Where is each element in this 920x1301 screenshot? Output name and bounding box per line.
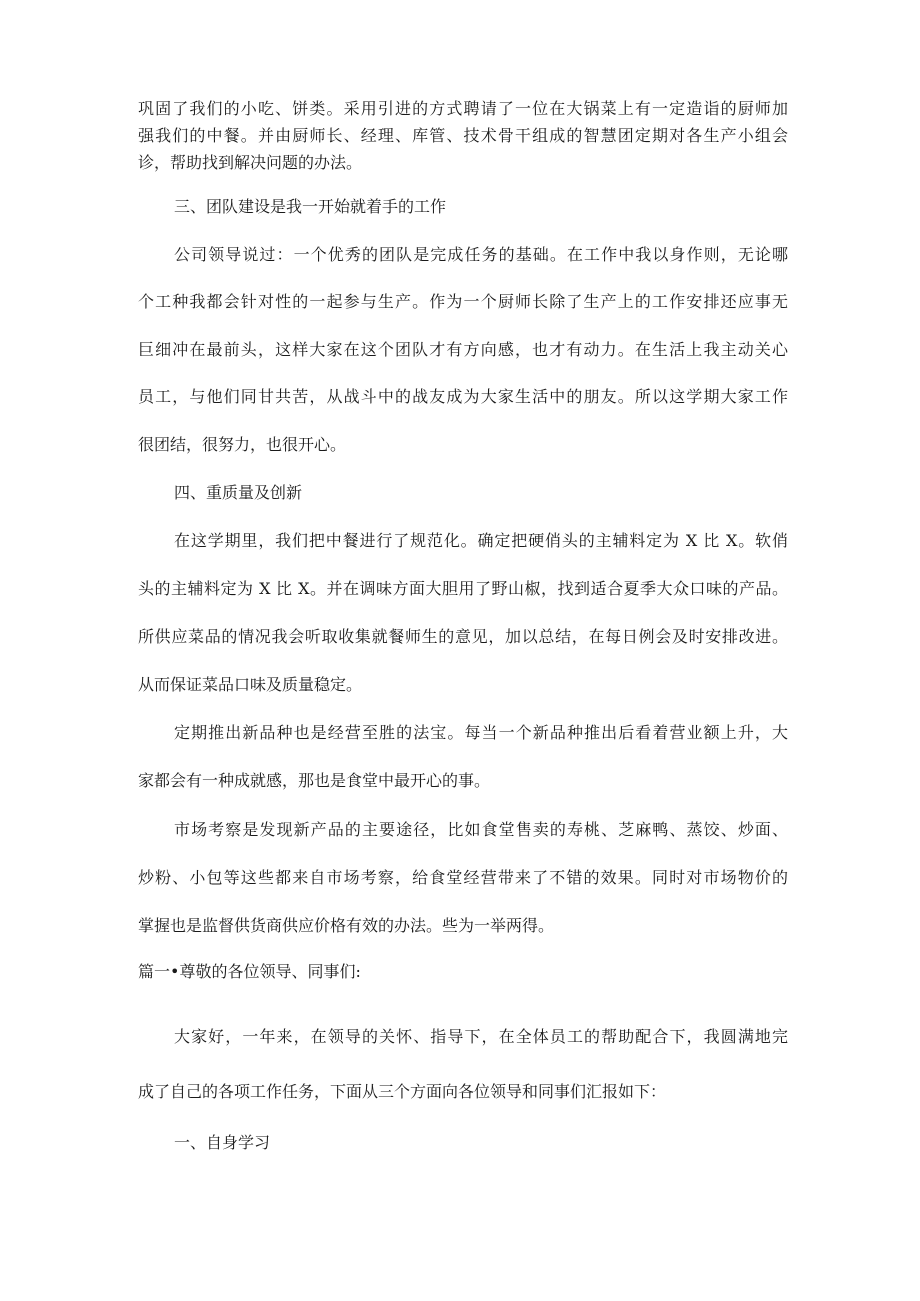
paragraph-line: 头的主辅料定为 X 比 X。并在调味方面大胆用了野山椒，找到适合夏季大众口味的产品。	[138, 579, 788, 598]
paragraph-line: 很团结，很努力，也很开心。	[138, 435, 347, 454]
section-heading-1: 一、自身学习	[174, 1133, 271, 1152]
section-heading-4: 四、重质量及创新	[174, 483, 303, 502]
part-one-salutation: 篇一•尊敬的各位领导、同事们:	[138, 962, 361, 981]
paragraph-line: 个工种我都会针对性的一起参与生产。作为一个厨师长除了生产上的工作安排还应事无	[138, 292, 788, 311]
paragraph-line: 成了自己的各项工作任务，下面从三个方面向各位领导和同事们汇报如下：	[138, 1082, 667, 1101]
paragraph-line: 巩固了我们的小吃、饼类。采用引进的方式聘请了一位在大锅菜上有一定造诣的厨师加	[138, 99, 788, 118]
paragraph-line: 员工，与他们同甘共苦，从战斗中的战友成为大家生活中的朋友。所以这学期大家工作	[138, 387, 788, 406]
paragraph-line: 定期推出新品种也是经营至胜的法宝。每当一个新品种推出后看着营业额上升，大	[174, 723, 788, 742]
paragraph-line: 所供应菜品的情况我会听取收集就餐师生的意见，加以总结，在每日例会及时安排改进。	[138, 627, 788, 646]
paragraph-line: 掌握也是监督供货商供应价格有效的办法。些为一举两得。	[138, 916, 555, 935]
paragraph-line: 公司领导说过：一个优秀的团队是完成任务的基础。在工作中我以身作则，无论哪	[174, 245, 788, 264]
paragraph-line: 家都会有一种成就感，那也是食堂中最开心的事。	[138, 771, 491, 790]
section-heading-3: 三、团队建设是我一开始就着手的工作	[174, 197, 447, 216]
paragraph-line: 强我们的中餐。并由厨师长、经理、库管、技术骨干组成的智慧团定期对各生产小组会	[138, 126, 788, 145]
paragraph-line: 从而保证菜品口味及质量稳定。	[138, 675, 363, 694]
paragraph-line: 市场考察是发现新产品的主要途径，比如食堂售卖的寿桃、芝麻鸭、蒸饺、炒面、	[174, 820, 788, 839]
paragraph-line: 炒粉、小包等这些都来自市场考察，给食堂经营带来了不错的效果。同时对市场物价的	[138, 868, 788, 887]
paragraph-line: 在这学期里，我们把中餐进行了规范化。确定把硬俏头的主辅料定为 X 比 X。软俏	[174, 531, 788, 550]
paragraph-line: 巨细冲在最前头，这样大家在这个团队才有方向感，也才有动力。在生活上我主动关心	[138, 340, 788, 359]
paragraph-line: 大家好，一年来，在领导的关怀、指导下，在全体员工的帮助配合下，我圆满地完	[174, 1027, 788, 1046]
paragraph-line: 诊，帮助找到解决问题的办法。	[138, 153, 363, 172]
